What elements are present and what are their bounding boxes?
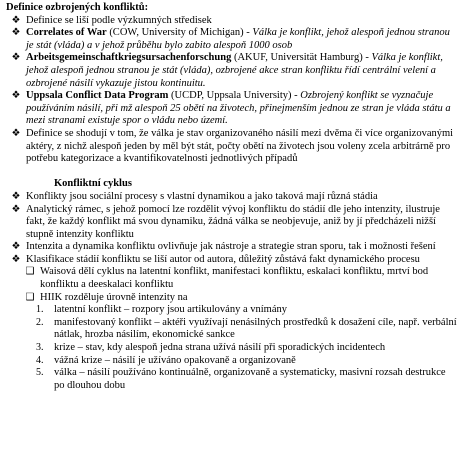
item-number: 1. bbox=[36, 304, 44, 316]
item-text: Definice se liší podle výzkumných středisek bbox=[26, 14, 212, 26]
item-text: Intenzita a dynamika konfliktu ovlivňuje jak nástroje a strategie stran sporu, tak i možnosti řešení bbox=[26, 241, 436, 253]
section-heading-conflict-cycle: Konfliktní cyklus bbox=[54, 178, 132, 190]
item-text: latentní konflikt – rozpory jsou artikulovány a vnímány bbox=[54, 304, 287, 316]
spacer bbox=[6, 166, 458, 179]
list-item bbox=[6, 128, 458, 166]
item-number: 3. bbox=[36, 342, 44, 354]
item-text: Klasifikace stádií konfliktu se liší autor od autora, důležitý zůstává fakt dynamického procesu bbox=[26, 253, 420, 265]
item-text: vážná krize – násilí je užíváno opakovaně a organizovaně bbox=[54, 354, 296, 366]
item-source: (COW, University of Michigan) - bbox=[106, 27, 253, 39]
hollow-square-bullet-icon: ❑ bbox=[25, 266, 35, 278]
list-item bbox=[6, 15, 458, 28]
item-number: 4. bbox=[36, 354, 44, 366]
diamond-bullet-icon: ❖ bbox=[11, 203, 21, 215]
list-item bbox=[6, 241, 458, 254]
list-item bbox=[6, 27, 458, 52]
numbered-item bbox=[6, 367, 458, 392]
item-text: Analytický rámec, s jehož pomocí lze rozdělit vývoj konfliktu do stádií dle jeho intenzity, ilustruje fakt, že každý konflikt má svou dynamiku, žádná válka se neobjevuje, aniž by jí předcházeli nižší stupně intenzity konfliktu bbox=[26, 203, 440, 240]
numbered-item bbox=[6, 317, 458, 342]
diamond-bullet-icon: ❖ bbox=[11, 241, 21, 253]
diamond-bullet-icon: ❖ bbox=[11, 52, 21, 64]
list-item bbox=[6, 254, 458, 267]
item-text: Definice se shodují v tom, že válka je stav organizovaného násilí mezi dvěma či více organizovanými aktéry, z nichž alespoň jeden by měl být stát, počty obětí na životech jsou voleny zcela arbitrárně pro potřebu kategorizace a kvantifikovatelnosti jednotlivých případů bbox=[26, 127, 454, 165]
sub-list-item bbox=[6, 266, 458, 291]
list-item bbox=[6, 52, 458, 90]
numbered-item bbox=[6, 304, 458, 317]
item-source: (UCDP, Uppsala University) - bbox=[168, 90, 301, 102]
item-text: Waisová dělí cyklus na latentní konflikt, manifestaci konfliktu, eskalaci konfliktu, mrtví bod konfliktu a deeskalaci konfliktu bbox=[40, 266, 429, 291]
item-text: HIIK rozděluje úrovně intenzity na bbox=[40, 291, 188, 303]
document-body bbox=[6, 2, 458, 392]
item-number: 5. bbox=[36, 367, 44, 379]
item-text: krize – stav, kdy alespoň jedna strana užívá násilí při sporadických incidentech bbox=[54, 342, 386, 354]
sub-list-item bbox=[6, 292, 458, 305]
diamond-bullet-icon: ❖ bbox=[11, 127, 21, 139]
list-item bbox=[6, 191, 458, 204]
diamond-bullet-icon: ❖ bbox=[11, 27, 21, 39]
numbered-item bbox=[6, 342, 458, 355]
item-text: manifestovaný konflikt – aktéři využívají nenásilných prostředků k dosažení cíle, např. verbální nátlak, hrozba násilím, ekonomické sankce bbox=[54, 316, 457, 341]
item-term: Correlates of War bbox=[26, 27, 107, 39]
item-number: 2. bbox=[36, 316, 44, 328]
diamond-bullet-icon: ❖ bbox=[11, 14, 21, 26]
section-heading-definitions: Definice ozbrojených konfliktů: bbox=[6, 2, 149, 13]
numbered-item bbox=[6, 355, 458, 368]
item-term: Arbeitsgemeinschaftkriegsursachenforschung bbox=[26, 52, 232, 64]
list-item bbox=[6, 90, 458, 128]
diamond-bullet-icon: ❖ bbox=[11, 253, 21, 265]
list-item bbox=[6, 204, 458, 242]
item-term: Uppsala Conflict Data Program bbox=[26, 90, 169, 102]
item-definition: Válka je konflikt, jehož alespoň jednou stranou je stát (vláda), ozbrojené akce stran konfliktu řídí centrální velení a ozbrojené násilí vykazuje jistou kontinuitu. bbox=[26, 52, 443, 89]
diamond-bullet-icon: ❖ bbox=[11, 190, 21, 202]
hollow-square-bullet-icon: ❑ bbox=[25, 291, 35, 303]
item-text: Konflikty jsou sociální procesy s vlastní dynamikou a jako taková mají různá stádia bbox=[26, 190, 378, 202]
item-definition: Válka je konflikt, jehož alespoň jednou stranou je stát (vláda) a v jehož průběhu bylo zabito alespoň 1000 osob bbox=[26, 27, 450, 51]
item-text: válka – násilí používáno kontinuálně, organizovaně a systematicky, masivní rozsah destrukce po dlouhou dobu bbox=[54, 367, 446, 391]
diamond-bullet-icon: ❖ bbox=[11, 90, 21, 102]
item-source: (AKUF, Universität Hamburg) - bbox=[231, 52, 372, 64]
item-definition: Ozbrojený konflikt se vyznačuje používáním násilí, při mž alespoň 25 obětí na životech, přinejmenším jednou ze stran je vláda státu a mezi stranami existuje spor o vládu nebo území. bbox=[26, 90, 451, 127]
